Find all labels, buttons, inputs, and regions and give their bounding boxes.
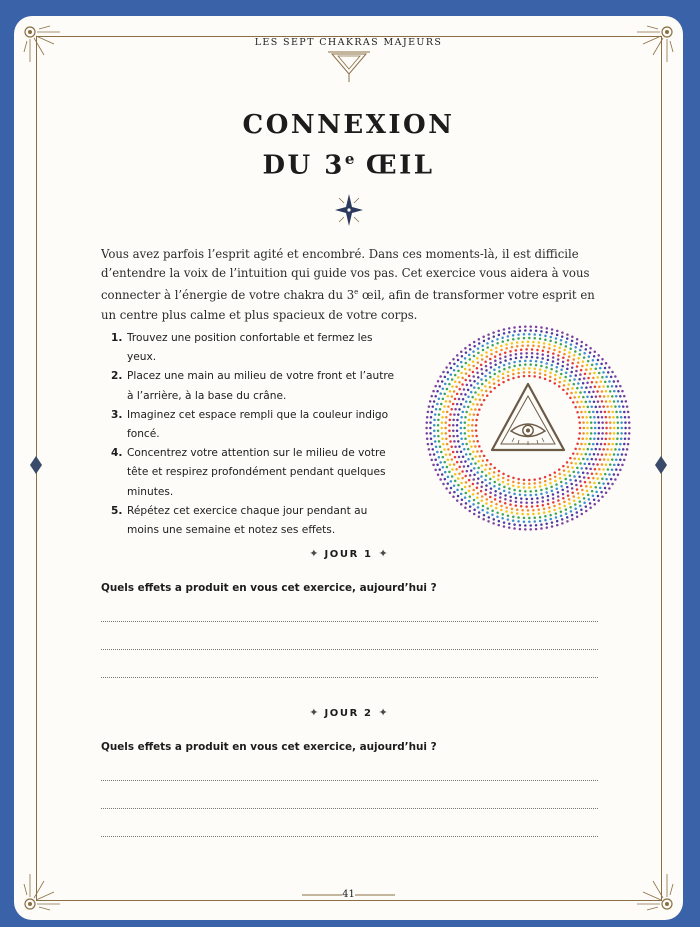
step-number: 3. — [111, 408, 123, 421]
steps-list — [111, 329, 401, 540]
intro-paragraph — [101, 245, 606, 325]
diamond-icon: ✦ — [309, 706, 319, 719]
list-item — [111, 367, 401, 405]
mandala-dot-rings — [425, 325, 630, 530]
day-1-heading — [14, 547, 683, 560]
all-seeing-eye-triangle-icon — [492, 384, 564, 450]
step-text: Répétez cet exercice chaque jour pendant au moins une semaine et notez ses effets. — [127, 504, 368, 537]
title-line-2-suffix: ŒIL — [354, 150, 435, 181]
step-text: Trouvez une position confortable et fermez les yeux. — [127, 332, 373, 364]
day-2-question: Quels effets a produit en vous cet exercice, aujourd’hui ? — [101, 741, 437, 753]
page-title — [14, 108, 683, 183]
diamond-icon: ✦ — [309, 547, 319, 560]
side-diamond-left-icon — [30, 456, 42, 474]
side-diamond-right-icon — [655, 456, 667, 474]
intro-text-part-1: Vous avez parfois l’esprit agité et encombré. Dans ces moments-là, il est difficile d’entendre la voix de l’intuition qui guide vos pas. Cet exercice vous aidera à vous connecter à l’énergie de votre chakra du 3 — [101, 247, 590, 303]
day-1-question: Quels effets a produit en vous cet exercice, aujourd’hui ? — [101, 582, 437, 594]
day-2-answer-line-2[interactable] — [101, 808, 598, 809]
running-header: LES SEPT CHAKRAS MAJEURS — [254, 37, 443, 48]
page — [14, 16, 683, 920]
step-number: 5. — [111, 504, 123, 517]
step-number: 1. — [111, 332, 123, 344]
step-number: 4. — [111, 447, 123, 460]
title-line-2 — [14, 142, 683, 183]
intro-text-part-2: œil, afin de transformer votre esprit en un centre plus calme et plus spacieux de votre corps. — [101, 288, 595, 322]
title-superscript: e — [344, 150, 355, 168]
diamond-icon: ✦ — [378, 547, 388, 560]
intro-superscript: e — [354, 288, 359, 297]
list-item — [111, 329, 401, 367]
header-triangle-ornament-icon — [328, 50, 370, 84]
corner-ornament-bottom-left-icon — [20, 854, 80, 914]
list-item — [111, 406, 401, 444]
step-text: Imaginez cet espace rempli que la couleur indigo foncé. — [127, 408, 389, 441]
list-item — [111, 444, 401, 502]
four-point-star-icon — [333, 192, 365, 228]
step-text: Concentrez votre attention sur le milieu de votre tête et respirez profondément pendant quelques minutes. — [127, 447, 386, 498]
day-1-answer-line-3[interactable] — [101, 677, 598, 678]
day-2-heading — [14, 706, 683, 719]
chakra-rainbow-mandala — [422, 322, 634, 534]
step-number: 2. — [111, 370, 123, 383]
day-2-answer-line-1[interactable] — [101, 780, 598, 781]
day-1-answer-line-2[interactable] — [101, 649, 598, 650]
corner-ornament-bottom-right-icon — [617, 854, 677, 914]
title-line-2-prefix: DU 3 — [262, 150, 345, 181]
step-text: Placez une main au milieu de votre front et l’autre à l’arrière, à la base du crâne. — [127, 370, 395, 402]
day-1-label: JOUR 1 — [324, 549, 373, 560]
list-item — [111, 502, 401, 540]
corner-ornament-top-right-icon — [617, 22, 677, 82]
day-2-label: JOUR 2 — [324, 708, 373, 719]
day-1-answer-line-1[interactable] — [101, 621, 598, 622]
title-line-1: CONNEXION — [242, 110, 455, 140]
diamond-icon: ✦ — [378, 706, 388, 719]
corner-ornament-top-left-icon — [20, 22, 80, 82]
page-number: 41 — [342, 889, 355, 900]
day-2-answer-line-3[interactable] — [101, 836, 598, 837]
